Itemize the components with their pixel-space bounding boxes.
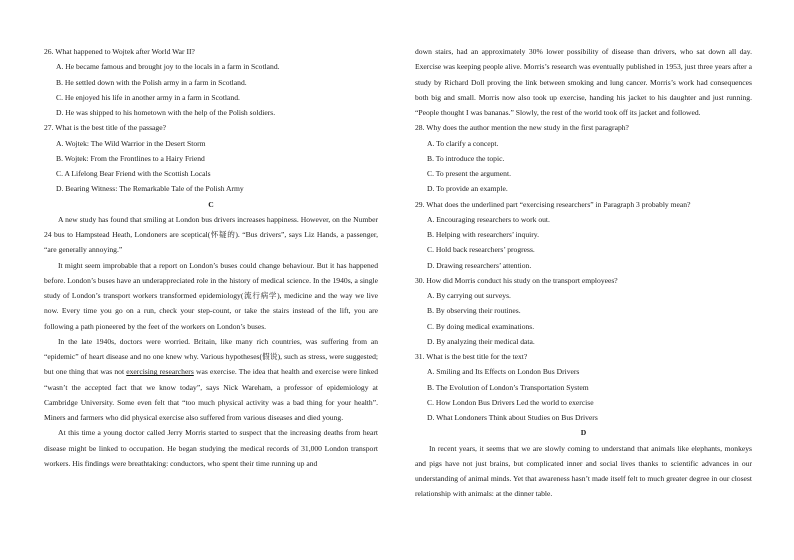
question-27-option-a: A. Wojtek: The Wild Warrior in the Desert Storm xyxy=(56,138,206,148)
question-28-stem: 28. Why does the author mention the new study in the first paragraph? xyxy=(415,123,629,133)
question-31-option-b: B. The Evolution of London’s Transportation System xyxy=(427,382,589,392)
section-d-heading: D xyxy=(580,428,587,438)
underlined-phrase: exercising researchers xyxy=(126,367,194,377)
question-30-stem: 30. How did Morris conduct his study on the transport employees? xyxy=(415,275,618,285)
passage-c-paragraph-4-continued: down stairs, had an approximately 30% lower possibility of disease than drivers, who sat down all day. Exercise was keeping people alive. Morris’s research was eventually published in 1953, just three years after a study by Richard Doll proving the link between smoking and lung cancer. Morris’s work had consequences both big and small. Morris now also took up exercise, handing his jacket to his daughter and just running. “People thought I was bananas.” Slowly, the rest of the world took off its jacket and followed. xyxy=(415,47,752,117)
passage-d-paragraph-1: In recent years, it seems that we are slowly coming to understand that animals like elephants, monkeys and pigs have not just brains, but complicated inner and social lives thanks to scientific advances in our understanding of animal minds. Yet that awareness hasn’t made itself felt to much greater degree in our closest relationship with animals: at the dinner table. xyxy=(415,443,752,499)
question-26-option-d: D. He was shipped to his hometown with the help of the Polish soldiers. xyxy=(56,108,276,117)
question-28-option-d: D. To provide an example. xyxy=(427,184,508,194)
paragraph-3-text-after: was exercise. The idea that health and exercise were linked “wasn’t the accepted fact that we know today”, says Nick Wareham, a professor of epidemiology at Cambridge University. Some even felt that “too much physical activity was a bad thing for your health”. Miners and farmers who did physical exercise also suffered from various diseases and died young. xyxy=(44,367,378,422)
passage-c-paragraph-4: At this time a young doctor called Jerry Morris started to suspect that the increasing deaths from heart disease might be linked to occupation. He began studying the medical records of 31,000 London transport workers. His findings were breathtaking: conductors, who spent their time running up and xyxy=(44,428,378,468)
question-31-stem: 31. What is the best title for the text? xyxy=(415,352,528,361)
passage-c-paragraph-3 xyxy=(44,334,378,426)
question-27-option-b: B. Wojtek: From the Frontlines to a Hairy Friend xyxy=(56,153,205,163)
question-31-option-d: D. What Londoners Think about Studies on Bus Drivers xyxy=(427,413,598,422)
question-28-option-b: B. To introduce the topic. xyxy=(427,153,505,163)
right-column xyxy=(415,44,752,502)
question-27-option-d: D. Bearing Witness: The Remarkable Tale of the Polish Army xyxy=(56,184,244,194)
question-26-stem: 26. What happened to Wojtek after World War II? xyxy=(44,47,195,56)
question-29-option-a: A. Encouraging researchers to work out. xyxy=(427,214,550,224)
question-31-option-c: C. How London Bus Drivers Led the world to exercise xyxy=(427,397,594,407)
question-27-option-c: C. A Lifelong Bear Friend with the Scottish Locals xyxy=(56,169,211,178)
passage-c-paragraph-1: A new study has found that smiling at London bus drivers increases happiness. However, on the Number 24 bus to Hampstead Heath, Londoners are sceptical(怀疑的). “Bus drivers”, says Liz Hands, a passenger, “are generally annoying.” xyxy=(44,214,378,255)
question-26-option-b: B. He settled down with the Polish army in a farm in Scotland. xyxy=(56,77,247,87)
section-c-heading: C xyxy=(208,199,214,209)
question-26-option-a: A. He became famous and brought joy to the locals in a farm in Scotland. xyxy=(56,62,280,72)
question-26-option-c: C. He enjoyed his life in another army in a farm in Scotland. xyxy=(56,92,240,102)
question-27-stem: 27. What is the best title of the passage? xyxy=(44,123,166,133)
paragraph-3-text-before: In the late 1940s, doctors were worried. Britain, like many rich countries, was suffering from an “epidemic” of heart disease and no one knew why. Various hypotheses(假说), such as stress, were suggested; but one thing that was not xyxy=(44,336,378,377)
question-30-option-b: B. By observing their routines. xyxy=(427,306,521,316)
question-30-option-a: A. By carrying out surveys. xyxy=(427,291,511,300)
question-30-option-d: D. By analyzing their medical data. xyxy=(427,336,535,346)
question-29-stem: 29. What does the underlined part “exercising researchers” in Paragraph 3 probably mean? xyxy=(415,199,691,209)
question-28-option-c: C. To present the argument. xyxy=(427,169,511,178)
passage-c-paragraph-2: It might seem improbable that a report on London’s buses could change behaviour. But it has happened before. London’s buses have an underappreciated role in the history of medical science. In the 1940s, a single study of London’s transport workers transformed epidemiology(流行病学), medicine and the way we live now. Every time you go on a run, check your step-count, or take the stairs instead of the lift, you are following a path pioneered by the feet of the workers on London’s buses. xyxy=(44,260,378,331)
question-31-option-a: A. Smiling and Its Effects on London Bus Drivers xyxy=(427,367,580,377)
question-29-option-c: C. Hold back researchers’ progress. xyxy=(427,245,535,255)
question-30-option-c: C. By doing medical examinations. xyxy=(427,321,535,331)
left-column xyxy=(44,44,378,471)
question-29-option-d: D. Drawing researchers’ attention. xyxy=(427,260,532,270)
question-29-option-b: B. Helping with researchers’ inquiry. xyxy=(427,230,539,239)
question-28-option-a: A. To clarify a concept. xyxy=(427,138,499,148)
